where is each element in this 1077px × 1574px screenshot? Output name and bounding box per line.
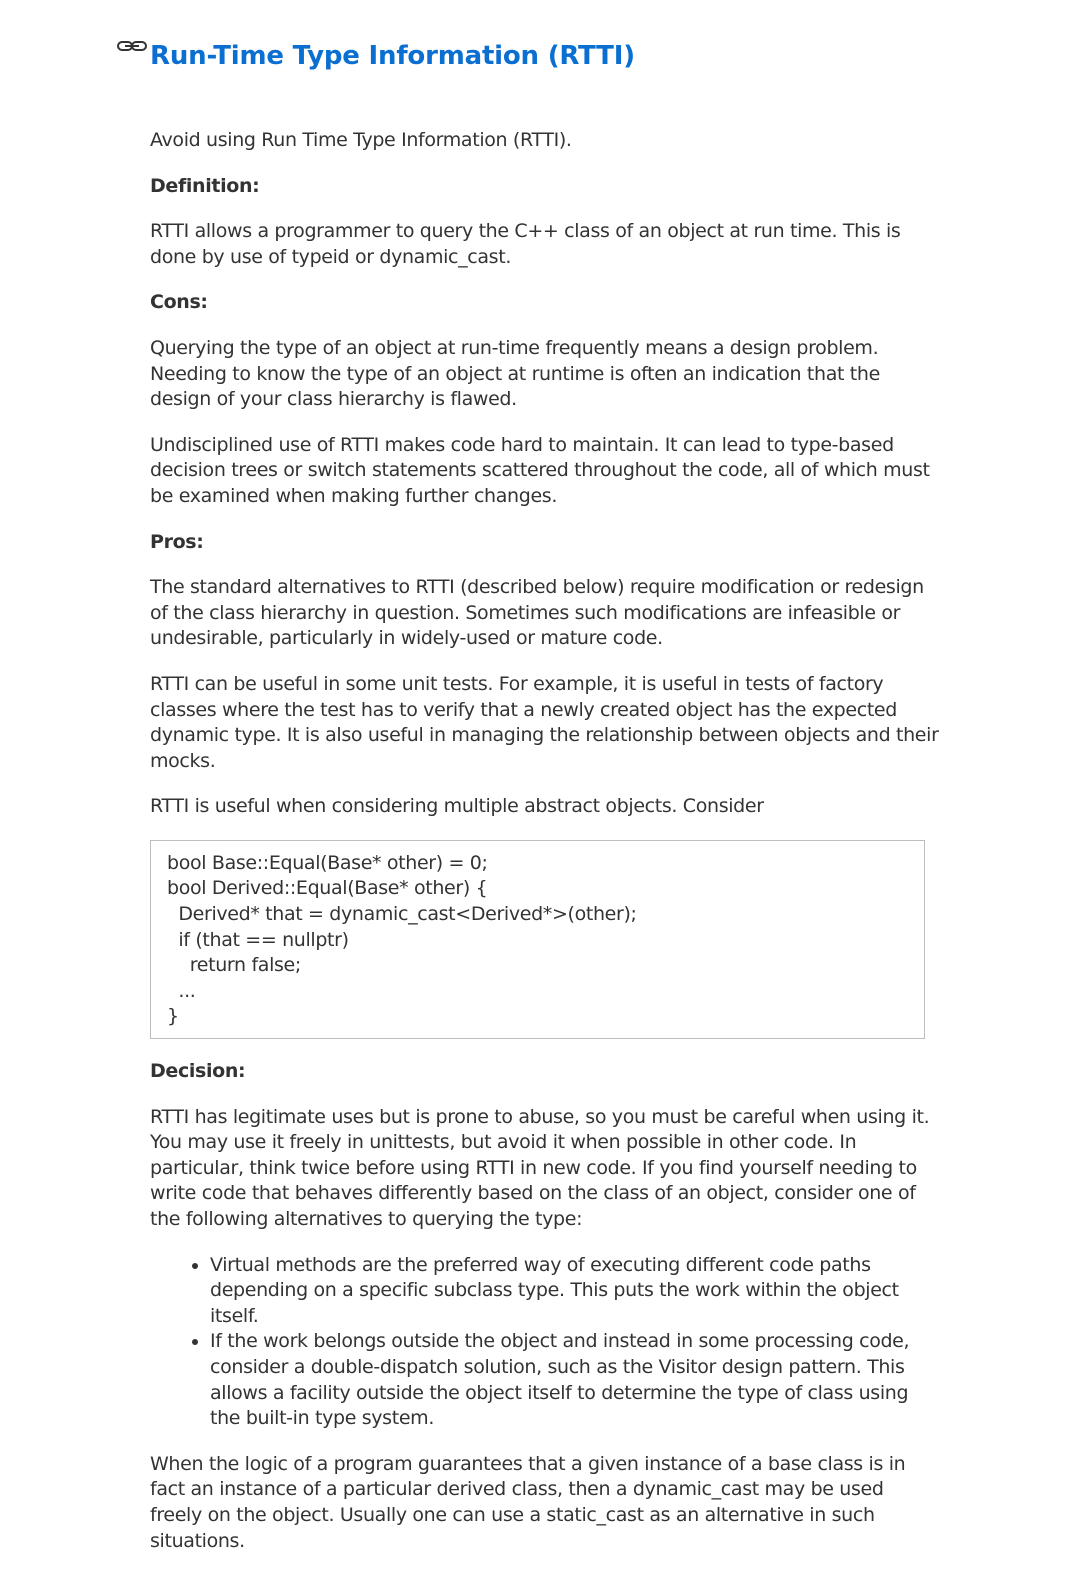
cons-heading: Cons:: [150, 291, 208, 314]
list-item: • If the work belongs outside the object and instead in some processing code, consider a double-dispatch solution, such as the Visitor design pattern. This allows a facility outside the object itself to determine the type of class using the built-in type system.: [210, 1329, 940, 1431]
list-item: • Virtual methods are the preferred way of executing different code paths depending on a specific subclass type. This puts the work within the object itself.: [210, 1253, 940, 1330]
decision-heading: Decision:: [150, 1060, 246, 1083]
link-icon[interactable]: [116, 38, 148, 54]
alternatives-list: [150, 1253, 940, 1432]
article-body: [150, 128, 940, 1574]
intro-text: Avoid using Run Time Type Information (RTTI).: [150, 129, 572, 151]
page-title: Run-Time Type Information (RTTI): [150, 41, 635, 71]
code-block: bool Base::Equal(Base* other) = 0; bool Derived::Equal(Base* other) { Derived* that = dynamic_cast<Derived*>(other); if (that == nullptr) return false; ... }: [150, 840, 925, 1039]
pros-paragraph: RTTI can be useful in some unit tests. For example, it is useful in tests of factory classes where the test has to verify that a newly created object has the expected dynamic type. It is also useful in managing the relationship between objects and their mocks.: [150, 672, 939, 772]
title-row: [116, 36, 635, 76]
pros-heading: Pros:: [150, 530, 204, 553]
cons-paragraph: Undisciplined use of RTTI makes code hard to maintain. It can lead to type-based decision trees or switch statements scattered throughout the code, all of which must be examined when making further changes.: [150, 433, 930, 507]
definition-text: RTTI allows a programmer to query the C++ class of an object at run time. This is done by use of typeid or dynamic_cast.: [150, 220, 901, 268]
decision-text: RTTI has legitimate uses but is prone to abuse, so you must be careful when using it. You may use it freely in unittests, but avoid it when possible in other code. In particular, think twice before using RTTI in new code. If you find yourself needing to write code that behaves differently based on the class of an object, consider one of the following alternatives to querying the type:: [150, 1105, 930, 1230]
cons-paragraph: Querying the type of an object at run-time frequently means a design problem. Needing to know the type of an object at runtime is often an indication that the design of your class hierarchy is flawed.: [150, 336, 880, 411]
definition-heading: Definition:: [150, 174, 260, 197]
pros-paragraph: RTTI is useful when considering multiple abstract objects. Consider: [150, 795, 764, 818]
pros-paragraph: The standard alternatives to RTTI (described below) require modification or redesign of the class hierarchy in question. Sometimes such modifications are infeasible or undesirable, particularly in widely-used or mature code.: [150, 576, 924, 650]
closing-text: When the logic of a program guarantees that a given instance of a base class is in fact an instance of a particular derived class, then a dynamic_cast may be used freely on the object. Usually one can use a static_cast as an alternative in such situations.: [150, 1452, 906, 1552]
